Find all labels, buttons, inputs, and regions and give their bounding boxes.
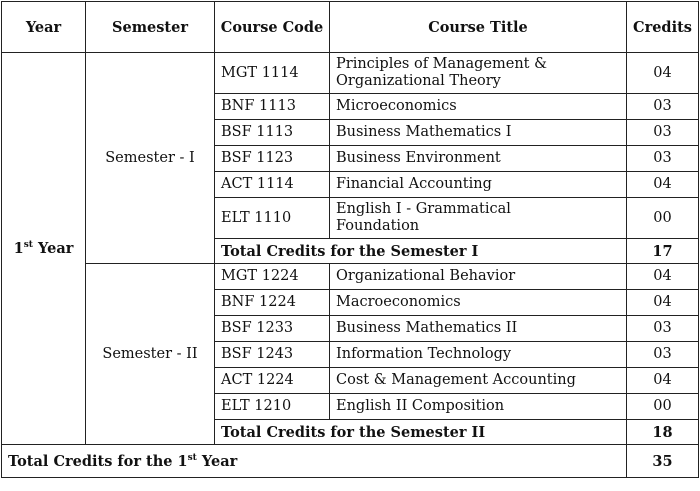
course-code: BNF 1113: [215, 94, 330, 120]
semester-1-label: Semester - I: [86, 53, 215, 264]
course-credits: 03: [627, 342, 699, 368]
course-code: BSF 1233: [215, 316, 330, 342]
course-code: MGT 1114: [215, 53, 330, 94]
year-number: 1: [13, 240, 24, 257]
course-credits: 03: [627, 316, 699, 342]
header-course-code: Course Code: [215, 2, 330, 53]
year-total-sup: st: [187, 452, 197, 463]
course-title: Business Mathematics I: [330, 120, 627, 146]
semester-1-total-credits: 17: [627, 239, 699, 264]
course-title: Business Mathematics II: [330, 316, 627, 342]
semester-2-total-credits: 18: [627, 420, 699, 445]
header-course-title: Course Title: [330, 2, 627, 53]
header-row: [2, 2, 699, 53]
course-code: BSF 1243: [215, 342, 330, 368]
course-title: Financial Accounting: [330, 172, 627, 198]
course-credits: 03: [627, 146, 699, 172]
course-credits: 04: [627, 290, 699, 316]
course-code: BNF 1224: [215, 290, 330, 316]
semester-2-total-label: Total Credits for the Semester II: [215, 420, 627, 445]
course-title: Organizational Behavior: [330, 264, 627, 290]
course-title: Macroeconomics: [330, 290, 627, 316]
year-total-suffix: Year: [196, 452, 238, 470]
header-semester: Semester: [86, 2, 215, 53]
course-title: English II Composition: [330, 394, 627, 420]
table-row: [2, 264, 699, 290]
course-code: ELT 1210: [215, 394, 330, 420]
course-credits: 04: [627, 53, 699, 94]
course-code: ACT 1224: [215, 368, 330, 394]
year-total-label: [2, 445, 627, 478]
curriculum-table: [1, 1, 699, 478]
course-code: ELT 1110: [215, 198, 330, 239]
course-credits: 04: [627, 264, 699, 290]
course-code: BSF 1123: [215, 146, 330, 172]
course-credits: 04: [627, 368, 699, 394]
course-title-line2: Organizational Theory: [336, 73, 501, 89]
year-total-prefix: Total Credits for the 1: [8, 452, 188, 470]
year-total-row: [2, 445, 699, 478]
year-suffix: st: [23, 240, 33, 251]
course-title: Information Technology: [330, 342, 627, 368]
course-title: [330, 198, 627, 239]
course-credits: 03: [627, 120, 699, 146]
course-code: MGT 1224: [215, 264, 330, 290]
semester-2-label: Semester - II: [86, 264, 215, 445]
course-code: ACT 1114: [215, 172, 330, 198]
course-title: Cost & Management Accounting: [330, 368, 627, 394]
course-credits: 00: [627, 198, 699, 239]
course-title: [330, 53, 627, 94]
year-word: Year: [38, 240, 74, 257]
semester-1-total-label: Total Credits for the Semester I: [215, 239, 627, 264]
course-credits: 00: [627, 394, 699, 420]
course-credits: 03: [627, 94, 699, 120]
table-row: [2, 53, 699, 94]
course-title: Business Environment: [330, 146, 627, 172]
year-total-credits: 35: [627, 445, 699, 478]
header-credits: Credits: [627, 2, 699, 53]
course-credits: 04: [627, 172, 699, 198]
course-code: BSF 1113: [215, 120, 330, 146]
course-title: Microeconomics: [330, 94, 627, 120]
course-title-line1: English I - Grammatical: [336, 201, 511, 217]
year-cell: [2, 53, 86, 445]
course-title-line2: Foundation: [336, 218, 420, 234]
course-title-line1: Principles of Management &: [336, 56, 548, 72]
header-year: Year: [2, 2, 86, 53]
